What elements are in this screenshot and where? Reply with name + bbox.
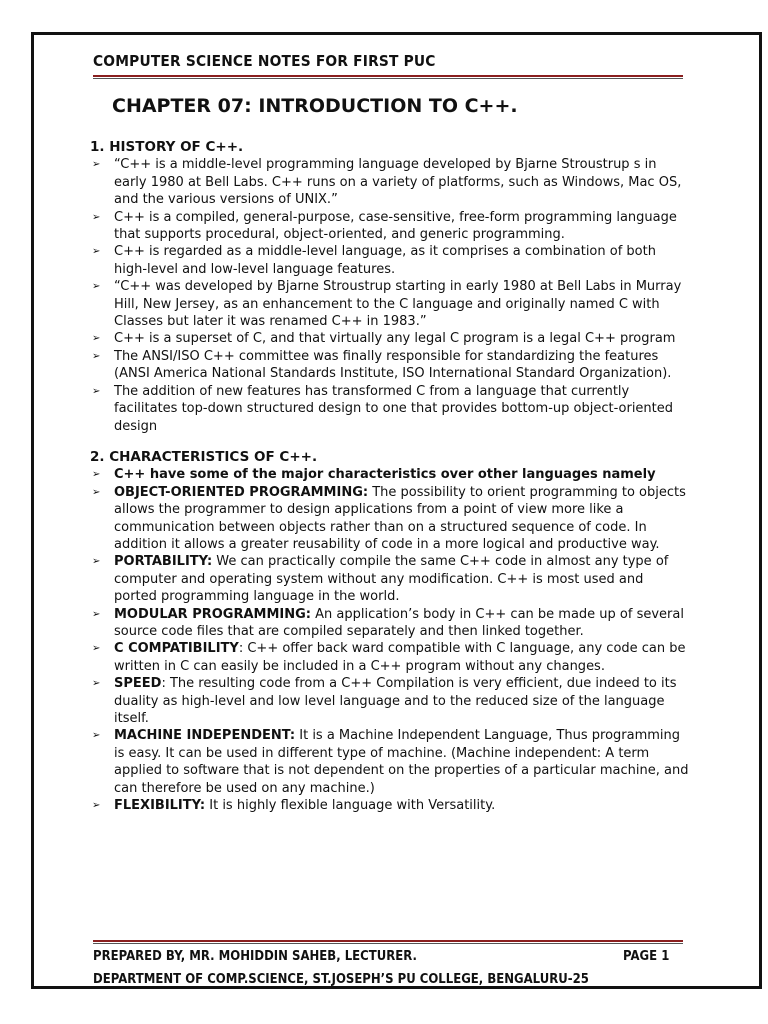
arrowhead-bullet-icon: ➢: [92, 350, 101, 362]
list-item: ➢ C++ have some of the major characteristics over other languages namely: [92, 467, 656, 483]
arrowhead-bullet-icon: ➢: [92, 385, 101, 397]
arrowhead-bullet-icon: ➢: [92, 608, 101, 620]
characteristics-list: [90, 466, 690, 814]
list-item: ➢ SPEED: The resulting code from a C++ Compilation is very efficient, due indeed to its duality as high-level and low level language and to the reduced size of the language itself.: [92, 676, 677, 726]
footer-department: DEPARTMENT OF COMP.SCIENCE, ST.JOSEPH’S PU COLLEGE, BENGALURU-25: [93, 972, 589, 987]
arrowhead-bullet-icon: ➢: [92, 159, 101, 171]
list-item: ➢ C++ is a superset of C, and that virtually any legal C program is a legal C++ program: [92, 331, 676, 347]
arrowhead-bullet-icon: ➢: [92, 211, 101, 223]
document-body: [90, 139, 690, 814]
list-item: ➢ MACHINE INDEPENDENT: It is a Machine Independent Language, Thus programming is easy. It can be used in different type of machine. (Machine independent: A term applied to software that is not dependent on the properties of a particular machine, and can therefore be used on any machine.): [92, 728, 689, 796]
list-item: ➢ C++ is regarded as a middle-level language, as it comprises a combination of both high-level and low-level language features.: [92, 244, 656, 277]
arrowhead-bullet-icon: ➢: [92, 730, 101, 742]
header-rule: [93, 75, 683, 79]
footer-rule: [93, 940, 683, 944]
page-number: PAGE 1: [623, 949, 670, 964]
arrowhead-bullet-icon: ➢: [92, 486, 101, 498]
list-item: ➢ OBJECT-ORIENTED PROGRAMMING: The possibility to orient programming to objects allows the programmer to design applications from a point of view more like a communication between objects rather than on a structured sequence of code. In addition it allows a greater reusability of code in a more logical and productive way.: [92, 484, 686, 552]
arrowhead-bullet-icon: ➢: [92, 678, 101, 690]
chapter-title: CHAPTER 07: INTRODUCTION TO C++.: [112, 95, 518, 117]
list-item: ➢ “C++ is a middle-level programming language developed by Bjarne Stroustrup s in early 1980 at Bell Labs. C++ runs on a variety of platforms, such as Windows, Mac OS, and the various versions of UNIX.”: [92, 157, 682, 208]
arrowhead-bullet-icon: ➢: [92, 800, 101, 812]
list-item: ➢ The ANSI/ISO C++ committee was finally responsible for standardizing the features (ANSI America National Standards Institute, ISO International Standard Organization).: [92, 348, 672, 382]
list-item: ➢ C++ is a compiled, general-purpose, case-sensitive, free-form programming language that supports procedural, object-oriented, and generic programming.: [92, 209, 677, 243]
footer-prepared-by: PREPARED BY, MR. MOHIDDIN SAHEB, LECTURER.: [93, 949, 417, 964]
list-item: ➢ PORTABILITY: We can practically compile the same C++ code in almost any type of computer and operating system without any modification. C++ is most used and ported programming language in the world.: [92, 554, 669, 605]
list-item: ➢ “C++ was developed by Bjarne Stroustrup starting in early 1980 at Bell Labs in Murray Hill, New Jersey, as an enhancement to the C language and originally named C with Classes but later it was renamed C++ in 1983.”: [92, 279, 682, 330]
arrowhead-bullet-icon: ➢: [92, 556, 101, 568]
header-title: COMPUTER SCIENCE NOTES FOR FIRST PUC: [93, 52, 436, 70]
section-history-heading: 1. HISTORY OF C++.: [90, 139, 244, 155]
list-item: ➢ FLEXIBILITY: It is highly flexible language with Versatility.: [92, 798, 496, 814]
list-item: ➢ The addition of new features has transformed C from a language that currently facilitates top-down structured design to one that provides bottom-up object-oriented design: [92, 383, 674, 434]
arrowhead-bullet-icon: ➢: [92, 333, 101, 345]
list-item: ➢ MODULAR PROGRAMMING: An application’s body in C++ can be made up of several source code files that are compiled separately and then linked together.: [92, 606, 684, 639]
page-border: [31, 32, 762, 989]
history-list: [90, 156, 690, 435]
arrowhead-bullet-icon: ➢: [92, 643, 101, 655]
arrowhead-bullet-icon: ➢: [92, 246, 101, 258]
arrowhead-bullet-icon: ➢: [92, 281, 101, 293]
list-item: ➢ C COMPATIBILITY: C++ offer back ward compatible with C language, any code can be written in C can easily be included in a C++ program without any changes.: [92, 641, 686, 674]
section-characteristics-heading: 2. CHARACTERISTICS OF C++.: [90, 448, 318, 465]
arrowhead-bullet-icon: ➢: [92, 469, 101, 481]
